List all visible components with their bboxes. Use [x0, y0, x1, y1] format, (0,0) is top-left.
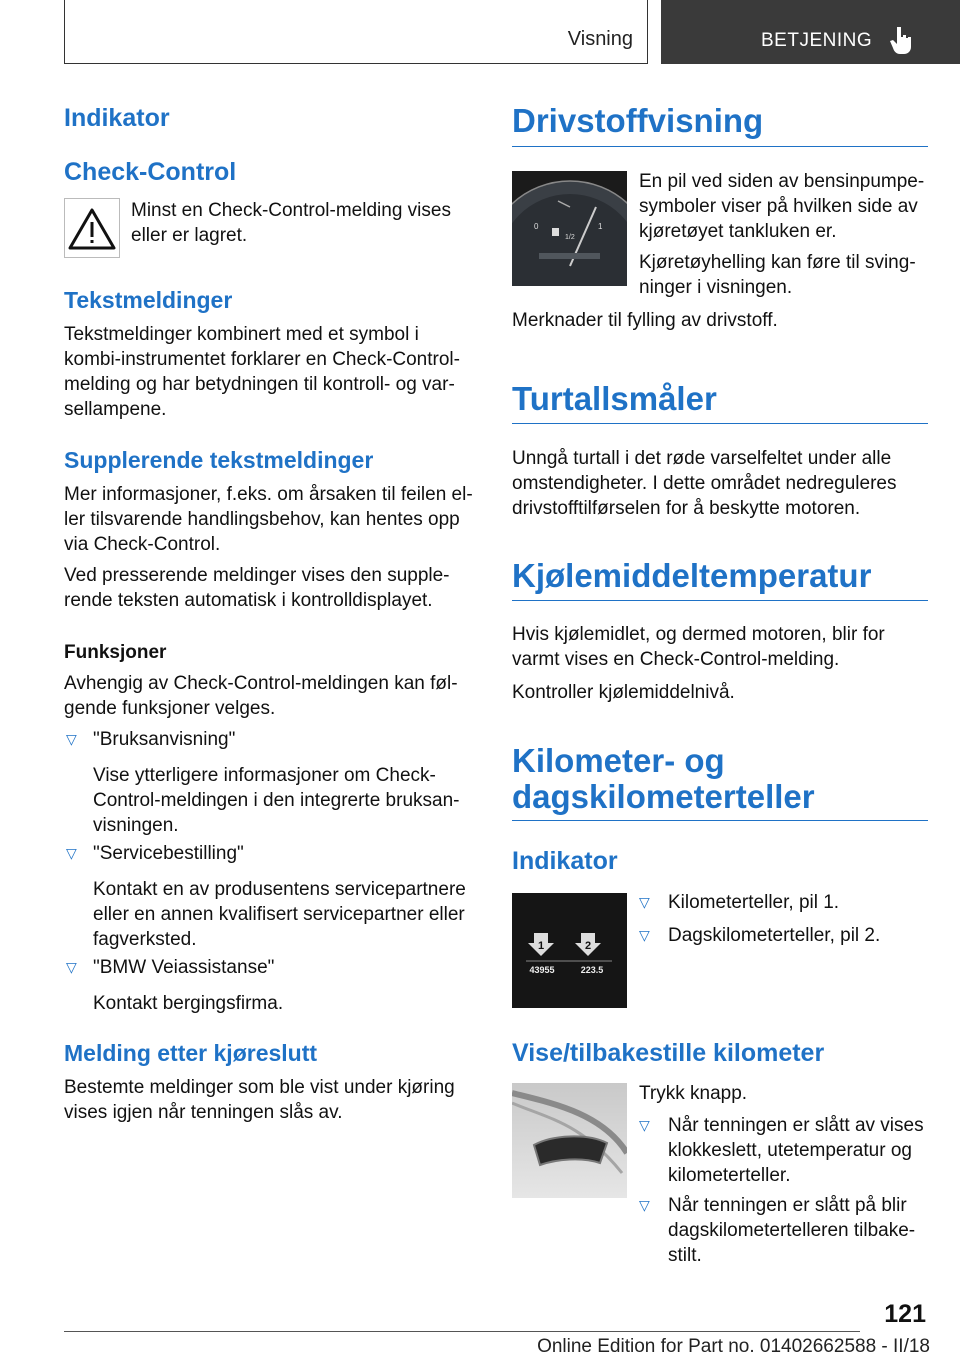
footer-rule [64, 1331, 860, 1332]
list-item-text: Kilometerteller, pil 1. [668, 892, 840, 913]
odo-km-value: 43955 [529, 965, 555, 975]
header-chapter-label: BETJENING [761, 30, 873, 51]
list-triangle-icon: ▽ [639, 894, 650, 910]
hand-pointer-icon [889, 25, 913, 55]
header-chapter-tab [661, 0, 960, 64]
supplerende-p1: Mer informasjoner, f.eks. om årsaken til feilen el-ler tilsvarende handlingsbehov, kan hentes opp via Check-Control. [64, 484, 473, 555]
list-item-desc: Vise ytterligere informasjoner om Check-Control-meldingen i den integrerte bruksan-visningen. [93, 765, 460, 836]
turtall-body: Unngå turtall i det røde varselfeltet under alle omstendigheter. I dette området nedreguleres drivstofftilførselen for å beskytte motoren. [512, 448, 897, 519]
list-triangle-icon: ▽ [66, 845, 77, 861]
list-item-desc: Kontakt en av produsentens servicepartnere eller en annen kvalifisert servicepartner eller fagverksted. [93, 879, 466, 950]
list-triangle-icon: ▽ [639, 927, 650, 943]
odo-arrow-2-label: 2 [584, 940, 592, 952]
heading-tekstmeldinger: Tekstmeldinger [64, 287, 233, 313]
list-triangle-icon: ▽ [66, 731, 77, 747]
melding-body: Bestemte meldinger som ble vist under kjøring vises igjen når tenningen slås av. [64, 1077, 455, 1123]
warning-triangle-icon [64, 198, 120, 258]
list-item-text: Dagskilometerteller, pil 2. [668, 925, 881, 946]
fuel-pump-icon [552, 228, 559, 236]
drivstoff-p1: En pil ved siden av bensinpumpe-symboler viser på hvilken side av kjøretøyet tankluken er. [639, 171, 925, 242]
heading-kjolemiddel: Kjølemiddeltemperatur [512, 557, 872, 594]
list-item-title: "BMW Veiassistanse" [93, 957, 275, 978]
heading-kilometer-line1: Kilometer- og [512, 742, 725, 779]
heading-turtallsmaler: Turtallsmåler [512, 380, 717, 417]
odometer-image [512, 893, 627, 1008]
supplerende-p2: Ved presserende meldinger vises den supple-rende teksten automatisk i kontrolldisplayet. [64, 565, 450, 611]
heading-rule [512, 423, 928, 424]
kjole-p2: Kontroller kjølemiddelnivå. [512, 682, 735, 703]
list-item-title: "Servicebestilling" [93, 843, 244, 864]
heading-rule [512, 146, 928, 147]
funksjoner-body: Avhengig av Check-Control-meldingen kan føl-gende funksjoner velges. [64, 673, 458, 719]
kjole-p1: Hvis kjølemidlet, og dermed motoren, blir for varmt vises en Check-Control-melding. [512, 624, 885, 670]
vise-p: Trykk knapp. [639, 1083, 748, 1104]
heading-rule [512, 600, 928, 601]
list-triangle-icon: ▽ [639, 1117, 650, 1133]
heading-check-control: Check-Control [64, 158, 237, 186]
list-item-text: Når tenningen er slått av vises klokkeslett, utetemperatur og kilometerteller. [668, 1115, 924, 1186]
vise-list [639, 1113, 929, 1273]
function-list [64, 727, 476, 1015]
list-triangle-icon: ▽ [639, 1197, 650, 1213]
heading-kilometer-line2: dagskilometerteller [512, 778, 815, 815]
odo-arrow-1-label: 1 [537, 940, 545, 952]
list-triangle-icon: ▽ [66, 959, 77, 975]
header-section-box [64, 0, 648, 64]
list-item-desc: Kontakt bergingsfirma. [93, 993, 284, 1014]
footer-edition: Online Edition for Part no. 01402662588 - II/18 [537, 1336, 930, 1357]
heading-melding-etter: Melding etter kjøreslutt [64, 1040, 318, 1066]
tekstmeldinger-body: Tekstmeldinger kombinert med et symbol i kombi-instrumentet forklarer en Check-Control-melding og har betydningen til kontroll- og var-sellampene. [64, 324, 460, 420]
gauge-label-half: 1/2 [565, 234, 575, 241]
heading-vise-tilbakestille: Vise/tilbakestille kilometer [512, 1039, 825, 1067]
header-section-label: Visning [567, 28, 633, 50]
list-item [639, 1193, 929, 1273]
list-item [64, 727, 476, 841]
heading-indikator: Indikator [64, 104, 170, 132]
list-item [639, 890, 929, 923]
odo-trip-value: 223.5 [580, 965, 604, 975]
list-item [64, 955, 476, 1015]
drivstoff-p3: Merknader til fylling av drivstoff. [512, 310, 778, 331]
gauge-label-full: 1 [598, 222, 603, 231]
check-control-text: Minst en Check-Control-melding vises eller er lagret. [131, 200, 451, 246]
drivstoff-p2: Kjøretøyhelling kan føre til sving-ninger i visningen. [639, 252, 916, 298]
page-number: 121 [884, 1300, 926, 1328]
indikator-list [639, 890, 929, 956]
fuel-gauge-image [512, 171, 627, 286]
list-item [639, 923, 929, 956]
heading-funksjoner: Funksjoner [64, 642, 167, 663]
list-item [639, 1113, 929, 1193]
list-item-text: Når tenningen er slått på blir dagskilometertelleren tilbake-stilt. [668, 1195, 916, 1266]
reset-button-image [512, 1083, 627, 1198]
heading-rule [512, 820, 928, 821]
heading-indikator-right: Indikator [512, 847, 618, 875]
gauge-label-empty: 0 [534, 222, 539, 231]
heading-drivstoffvisning: Drivstoffvisning [512, 102, 764, 139]
list-item-title: "Bruksanvisning" [93, 729, 236, 750]
list-item [64, 841, 476, 955]
heading-supplerende: Supplerende tekstmeldinger [64, 447, 374, 473]
